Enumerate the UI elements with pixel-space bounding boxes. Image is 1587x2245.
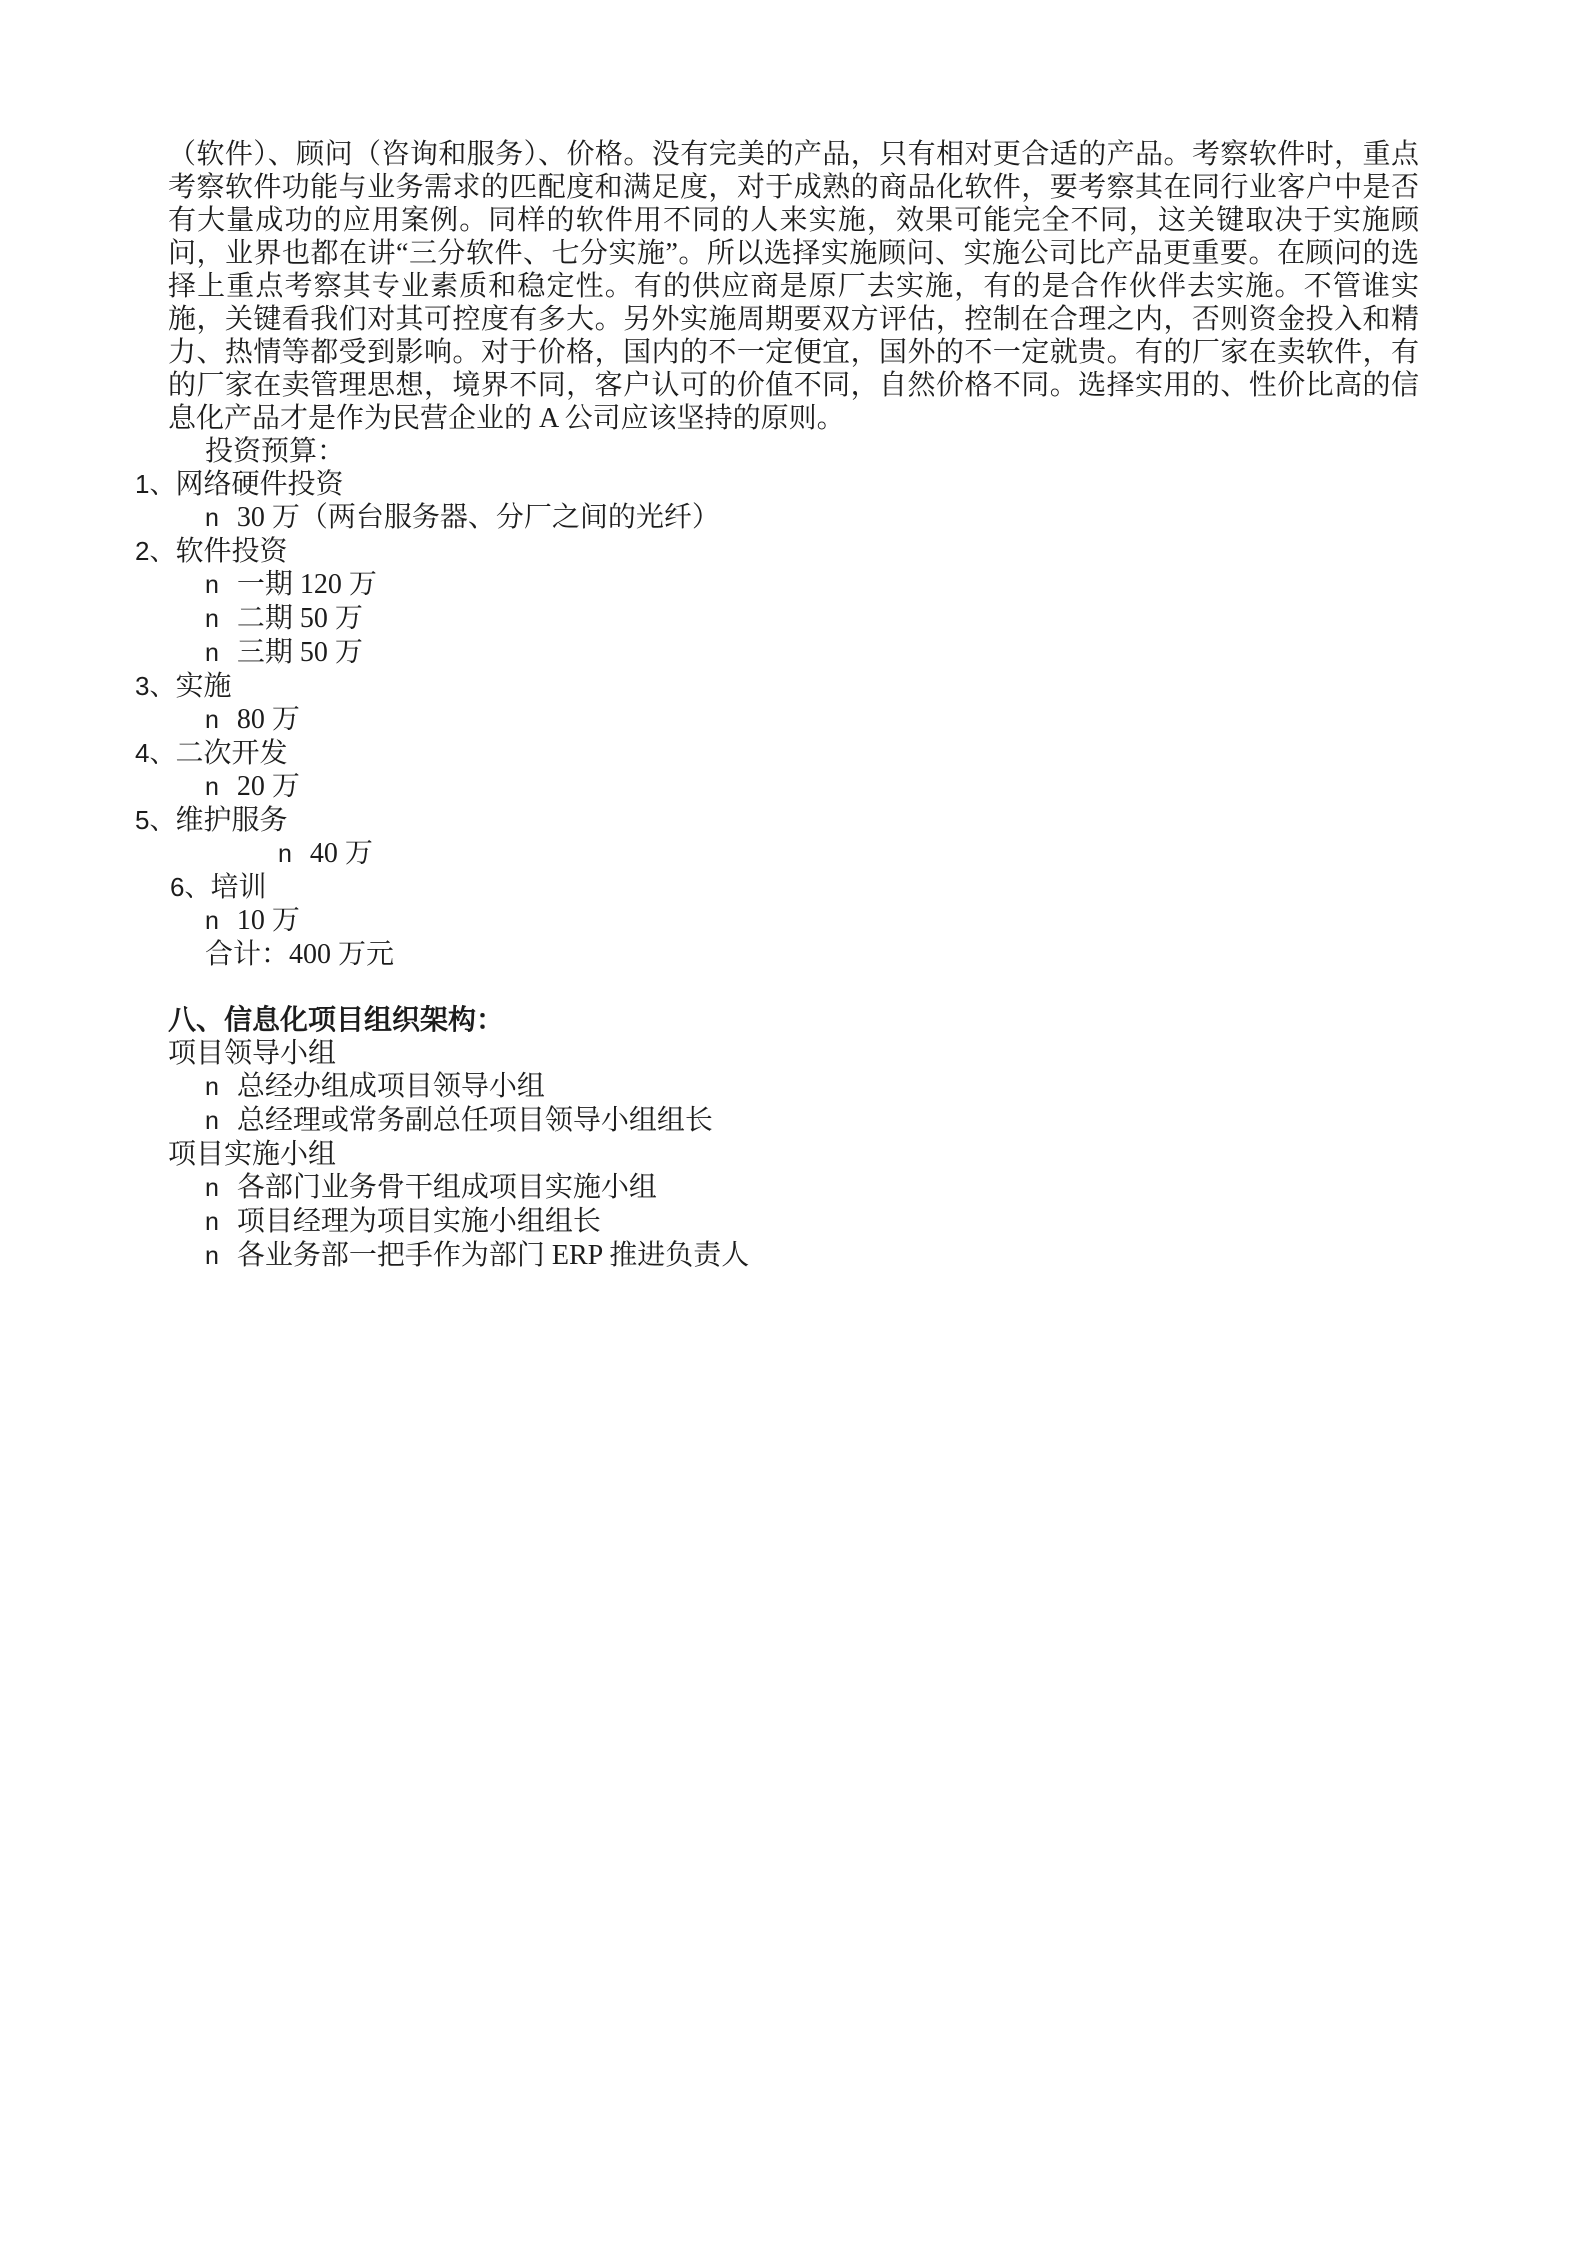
sub-text: 30 万（两台服务器、分厂之间的光纤） (236, 502, 720, 533)
bullet-icon: n (278, 840, 292, 868)
org-section-heading-text: 八、信息化项目组织架构： (168, 1005, 505, 1036)
bullet-icon: n (205, 1242, 219, 1270)
org-section-heading (168, 1004, 1419, 1037)
budget-item-2-sub-1 (205, 568, 1419, 602)
bullet-icon: n (205, 605, 219, 633)
sub-text: 三期 50 万 (236, 637, 363, 668)
org-group-2-sub-3 (205, 1239, 1419, 1273)
item-number: 2、 (135, 536, 176, 566)
org-group-1-sub-1 (205, 1070, 1419, 1104)
body-paragraph: （软件）、顾问（咨询和服务）、价格。没有完美的产品，只有相对更合适的产品。考察软件时，重点考察软件功能与业务需求的匹配度和满足度，对于成熟的商品化软件，要考察其在同行业客户中是否有大量成功的应用案例。同样的软件用不同的人来实施，效果可能完全不同，这关键取决于实施顾问，业界也都在讲“三分软件、七分实施”。所以选择实施顾问、实施公司比产品更重要。在顾问的选择上重点考察其专业素质和稳定性。有的供应商是原厂去实施，有的是合作伙伴去实施。不管谁实施，关键看我们对其可控度有多大。另外实施周期要双方评估，控制在合理之内，否则资金投入和精力、热情等都受到影响。对于价格，国内的不一定便宜，国外的不一定就贵。有的厂家在卖软件，有的厂家在卖管理思想，境界不同，客户认可的价值不同，自然价格不同。选择实用的、性价比高的信息化产品才是作为民营企业的 A 公司应该坚持的原则。 (168, 139, 1419, 434)
sub-text: 40 万 (309, 838, 373, 869)
bullet-icon: n (205, 1073, 219, 1101)
sub-text: 20 万 (236, 771, 300, 802)
budget-item-5-sub-1 (278, 837, 1419, 871)
sub-text: 各部门业务骨干组成项目实施小组 (236, 1172, 657, 1203)
budget-item-2 (135, 535, 1419, 568)
sub-text: 项目经理为项目实施小组组长 (236, 1206, 601, 1237)
bullet-icon: n (205, 1107, 219, 1135)
sub-text: 二期 50 万 (236, 603, 363, 634)
item-number: 5、 (135, 805, 176, 835)
bullet-icon: n (205, 571, 219, 599)
budget-item-2-sub-3 (205, 636, 1419, 670)
budget-heading-text: 投资预算： (205, 436, 346, 467)
sub-text: 一期 120 万 (236, 569, 377, 600)
item-number: 1、 (135, 469, 176, 499)
org-group-1-sub-2 (205, 1104, 1419, 1138)
item-number: 4、 (135, 738, 176, 768)
budget-item-2-sub-2 (205, 602, 1419, 636)
budget-total (205, 938, 1419, 971)
sub-text: 10 万 (236, 905, 300, 936)
org-group-2-sub-1 (205, 1171, 1419, 1205)
bullet-icon: n (205, 1208, 219, 1236)
org-group-2-title (168, 1138, 1419, 1171)
item-number: 3、 (135, 671, 176, 701)
bullet-icon: n (205, 907, 219, 935)
budget-item-5 (135, 804, 1419, 837)
budget-item-1-sub-1 (205, 501, 1419, 535)
budget-item-6-sub-1 (205, 904, 1419, 938)
bullet-icon: n (205, 706, 219, 734)
item-label: 网络硬件投资 (175, 469, 344, 500)
sub-text: 各业务部一把手作为部门 ERP 推进负责人 (236, 1240, 750, 1271)
org-group-1-title (168, 1037, 1419, 1070)
item-label: 软件投资 (175, 536, 288, 567)
org-group-2-sub-2 (205, 1205, 1419, 1239)
budget-item-1 (135, 468, 1419, 501)
sub-text: 80 万 (236, 704, 300, 735)
budget-item-3 (135, 670, 1419, 703)
sub-text: 总经理或常务副总任项目领导小组组长 (236, 1105, 713, 1136)
sub-text: 总经办组成项目领导小组 (236, 1071, 545, 1102)
bullet-icon: n (205, 504, 219, 532)
budget-heading (205, 435, 1419, 468)
budget-total-text: 合计：400 万元 (205, 939, 395, 970)
item-label: 维护服务 (175, 805, 288, 836)
group-title-text: 项目领导小组 (168, 1038, 337, 1069)
item-number: 6、 (170, 872, 211, 902)
bullet-icon: n (205, 773, 219, 801)
group-title-text: 项目实施小组 (168, 1139, 337, 1170)
item-label: 二次开发 (175, 738, 288, 769)
budget-item-3-sub-1 (205, 703, 1419, 737)
bullet-icon: n (205, 639, 219, 667)
bullet-icon: n (205, 1174, 219, 1202)
budget-item-4-sub-1 (205, 770, 1419, 804)
budget-item-4 (135, 737, 1419, 770)
item-label: 实施 (175, 671, 232, 702)
budget-item-6 (170, 871, 1419, 904)
item-label: 培训 (210, 872, 267, 903)
